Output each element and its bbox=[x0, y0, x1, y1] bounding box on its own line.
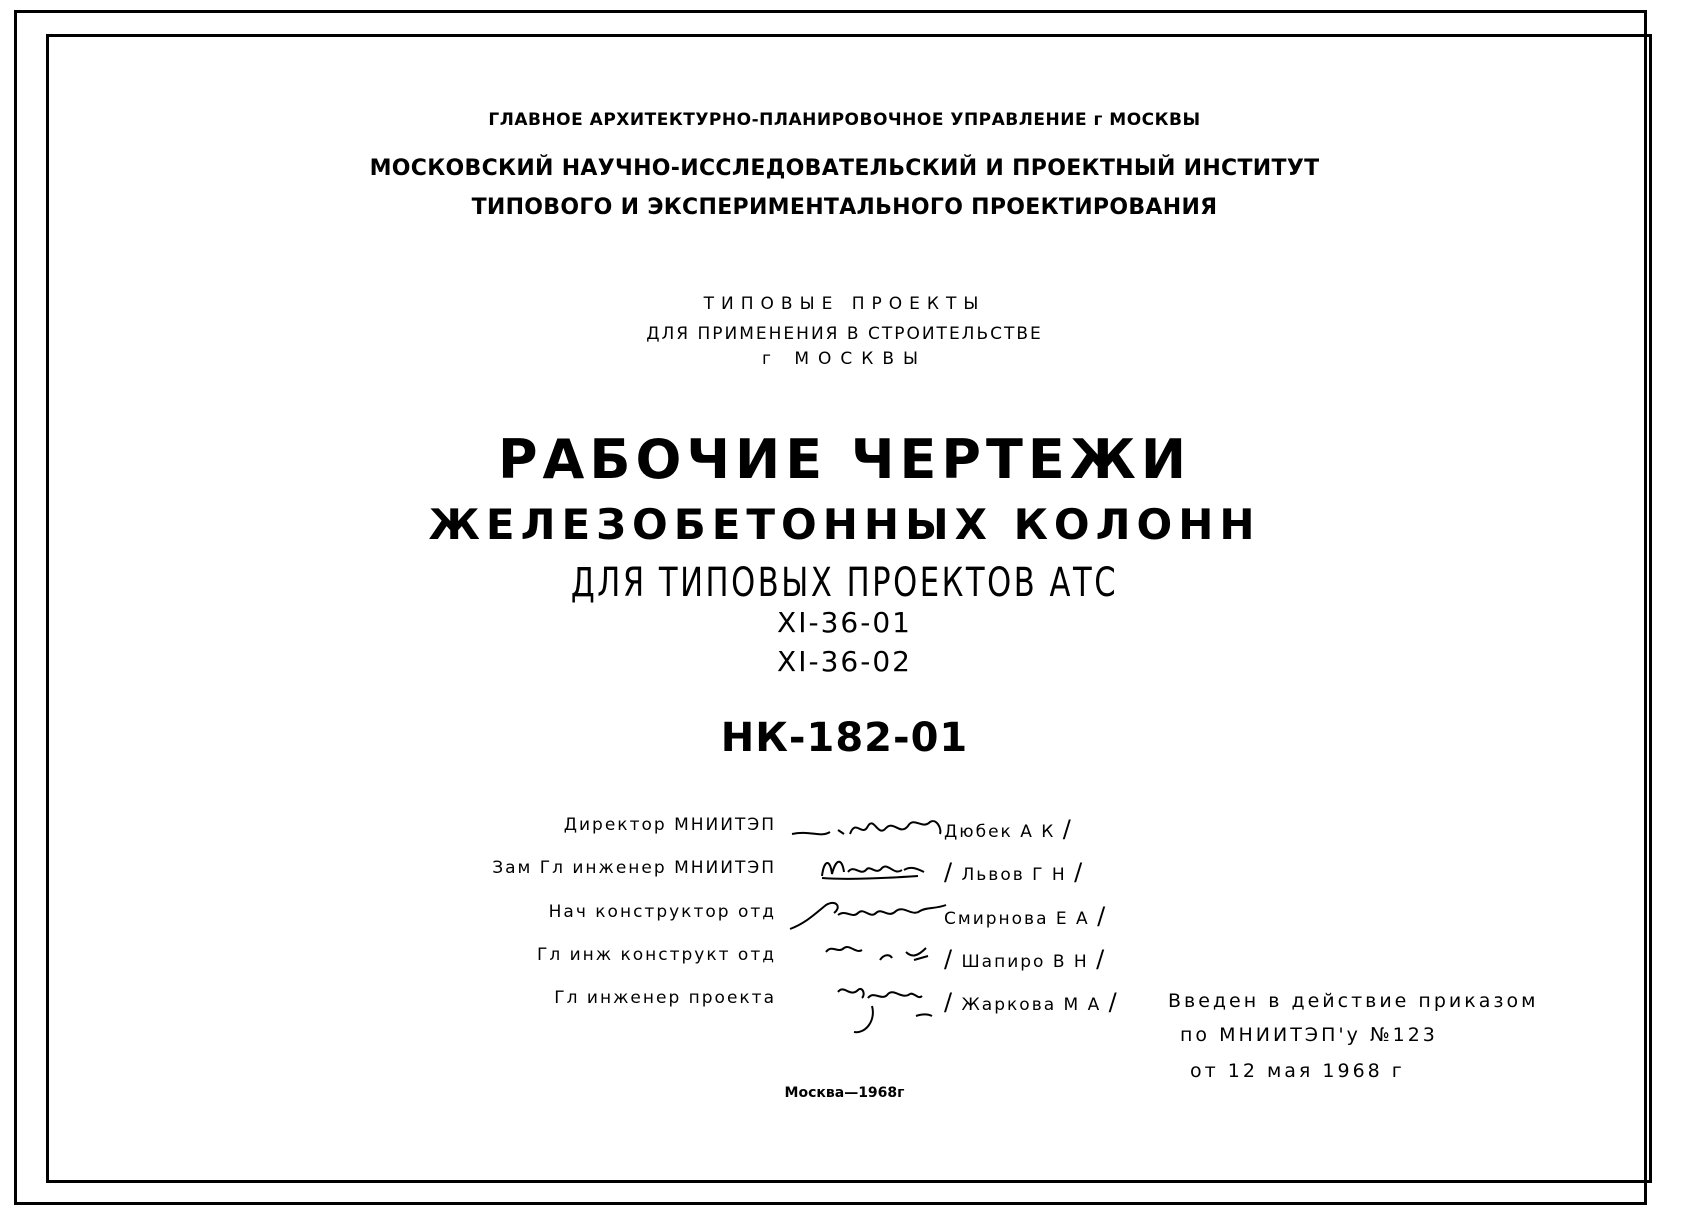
order-line-1: Введен в действие приказом bbox=[1168, 990, 1539, 1012]
signature-name: Дюбек А К / bbox=[944, 815, 1073, 843]
signature-name: / Шапиро В Н / bbox=[944, 945, 1107, 973]
handwritten-signature bbox=[822, 938, 942, 974]
project-number-1: XI-36-01 bbox=[777, 606, 912, 639]
title-line-2: ЖЕЛЕЗОБЕТОННЫХ КОЛОНН bbox=[428, 500, 1261, 549]
order-line-2: по МНИИТЭП'у №123 bbox=[1180, 1024, 1438, 1046]
institute-line-2: ТИПОВОГО И ЭКСПЕРИМЕНТАЛЬНОГО ПРОЕКТИРОВАНИЯ bbox=[471, 195, 1218, 220]
signature-name: / Львов Г Н / bbox=[944, 858, 1085, 886]
signature-role: Гл инж конструкт отд bbox=[536, 945, 776, 965]
series-line-1: ТИПОВЫЕ ПРОЕКТЫ bbox=[703, 294, 986, 314]
signature-name: Смирнова Е А / bbox=[944, 902, 1108, 930]
title-line-3: ДЛЯ ТИПОВЫХ ПРОЕКТОВ АТС bbox=[570, 560, 1119, 606]
institute-line-1: МОСКОВСКИЙ НАУЧНО-ИССЛЕДОВАТЕЛЬСКИЙ И ПРОЕКТНЫЙ ИНСТИТУТ bbox=[369, 156, 1320, 181]
signature-name: / Жаркова М А / bbox=[944, 988, 1119, 1016]
signature-role: Гл инженер проекта bbox=[554, 988, 776, 1008]
signature-role: Зам Гл инженер МНИИТЭП bbox=[492, 858, 776, 878]
handwritten-signature bbox=[832, 980, 952, 1042]
signature-role: Директор МНИИТЭП bbox=[563, 815, 776, 835]
city-year: Москва—1968г bbox=[784, 1085, 905, 1101]
title-line-1: РАБОЧИЕ ЧЕРТЕЖИ bbox=[497, 428, 1192, 491]
series-line-3: г МОСКВЫ bbox=[762, 349, 927, 369]
signature-role: Нач конструктор отд bbox=[548, 902, 776, 922]
agency-line: ГЛАВНОЕ АРХИТЕКТУРНО-ПЛАНИРОВОЧНОЕ УПРАВЛЕНИЕ г МОСКВЫ bbox=[488, 110, 1201, 130]
handwritten-signature bbox=[790, 808, 950, 848]
document-code: НК-182-01 bbox=[720, 715, 969, 761]
handwritten-signature bbox=[818, 850, 928, 886]
project-number-2: XI-36-02 bbox=[777, 645, 912, 678]
series-line-2: ДЛЯ ПРИМЕНЕНИЯ В СТРОИТЕЛЬСТВЕ bbox=[646, 324, 1043, 344]
handwritten-signature bbox=[786, 893, 956, 937]
order-line-3: от 12 мая 1968 г bbox=[1190, 1060, 1405, 1082]
